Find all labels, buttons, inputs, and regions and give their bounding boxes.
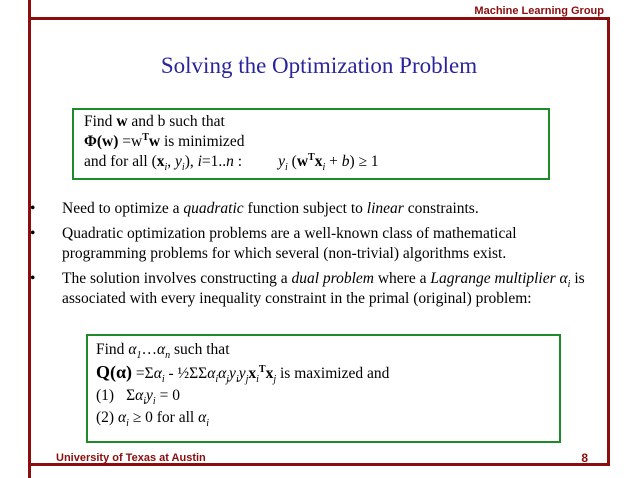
frame-right-line [607,17,610,465]
dual-problem-box [86,334,561,443]
frame-top-line [28,17,610,20]
bullet-list [28,199,588,314]
dual-line-1: Find $\alpha_1\dots\alpha_n$ such that [96,341,230,362]
footer-university: University of Texas at Austin [56,452,206,464]
bullet-item: • The solution involves constructing a dual problem where a Lagrange multiplier $\alpha_i$ is associated with every inequality constraint in the primal (original) problem: [30,270,585,307]
primal-line-2: $\Phi(w) =w^Tw$ is minimized [84,131,245,150]
slide-title: Solving the Optimization Problem [160,53,478,78]
primal-line-1: Find w and b such that [84,113,225,130]
primal-line-3: and for all ($x_i$, $y_i$), i=1..n : $y_i$ $(w^Tx_i + b) \ge 1$ [84,151,379,174]
dual-line-3: (1) $\Sigma\alpha_iy_i = 0$ [96,387,180,408]
page-number: 8 [581,451,588,465]
primal-problem-box [72,108,550,180]
dual-line-2: $Q(\alpha) =\Sigma\alpha_i$ - $\frac{1}{2}\Sigma\Sigma\alpha_i\alpha_jy_iy_jx_i^Tx_j$ is maximized and [96,362,390,386]
dual-line-4: (2) $\alpha_i \ge 0$ for all $\alpha_i$ [96,409,209,430]
bullet-item: • Need to optimize a quadratic function subject to linear constraints. [30,200,479,217]
header-group-label: Machine Learning Group [474,5,604,17]
bullet-item: • Quadratic optimization problems are a well-known class of mathematical programming problems for which several (non-trivial) algorithms exist. [30,225,517,262]
